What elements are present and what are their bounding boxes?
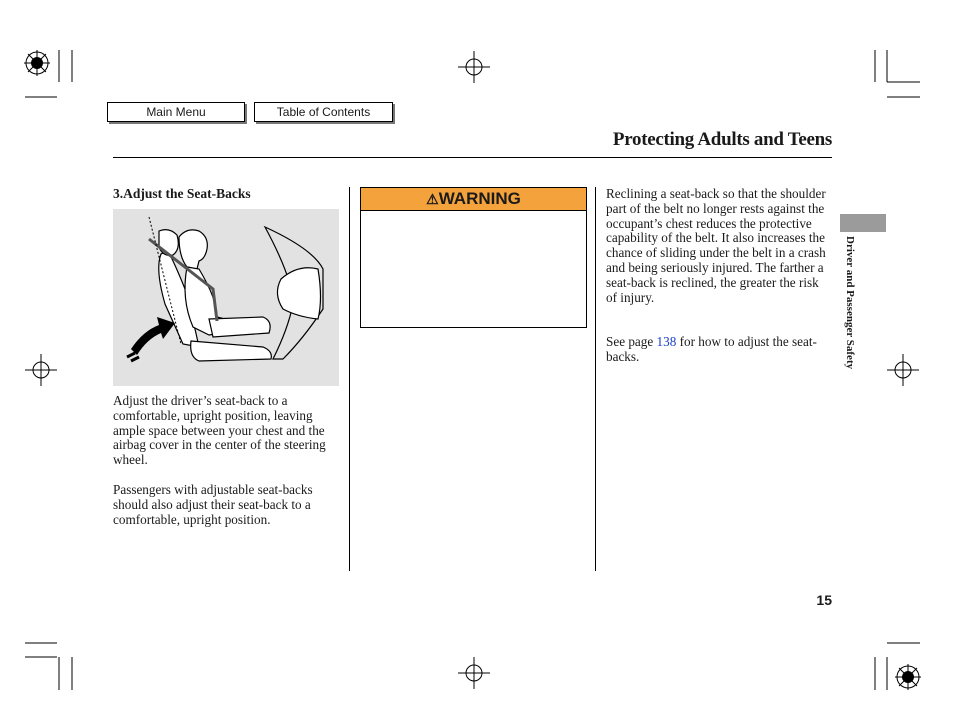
section-tab — [840, 214, 886, 232]
section-tab-label: Driver and Passenger Safety — [844, 236, 856, 370]
main-menu-button[interactable]: Main Menu — [107, 102, 245, 122]
right-paragraph-1: Reclining a seat-back so that the shoulder part of the belt no longer rests against the occupant’s chest reduces the protective capability of the belt. It also increases the chance of sliding under the belt in a crash and being seriously injured. The farther a seat-back is reclined, the greater the risk of injury. — [606, 186, 826, 305]
see-page-note — [606, 335, 830, 365]
warning-label: WARNING — [438, 189, 521, 208]
warning-box — [360, 187, 587, 328]
table-of-contents-button[interactable]: Table of Contents — [254, 102, 393, 122]
page-number: 15 — [816, 592, 832, 608]
section-heading: 3.Adjust the Seat-Backs — [113, 186, 251, 201]
see-page-prefix: See page — [606, 334, 654, 349]
see-page-suffix: for how to adjust the seat-backs. — [606, 334, 817, 364]
warning-triangle-icon: ⚠ — [426, 191, 439, 207]
column-divider-2 — [595, 187, 596, 571]
column-divider-1 — [349, 187, 350, 571]
page-title: Protecting Adults and Teens — [612, 129, 832, 150]
seat-back-illustration — [113, 209, 339, 386]
left-paragraph-2: Passengers with adjustable seat-backs should also adjust their seat-back to a comfortable, upright position. — [113, 482, 313, 527]
page-138-link[interactable]: 138 — [656, 334, 677, 349]
warning-header — [361, 188, 586, 211]
title-rule — [113, 157, 832, 158]
left-paragraph-1: Adjust the driver’s seat-back to a comfortable, upright position, leaving ample space between your chest and the airbag cover in the center of the steering wheel. — [113, 393, 326, 468]
warning-body — [361, 211, 586, 223]
